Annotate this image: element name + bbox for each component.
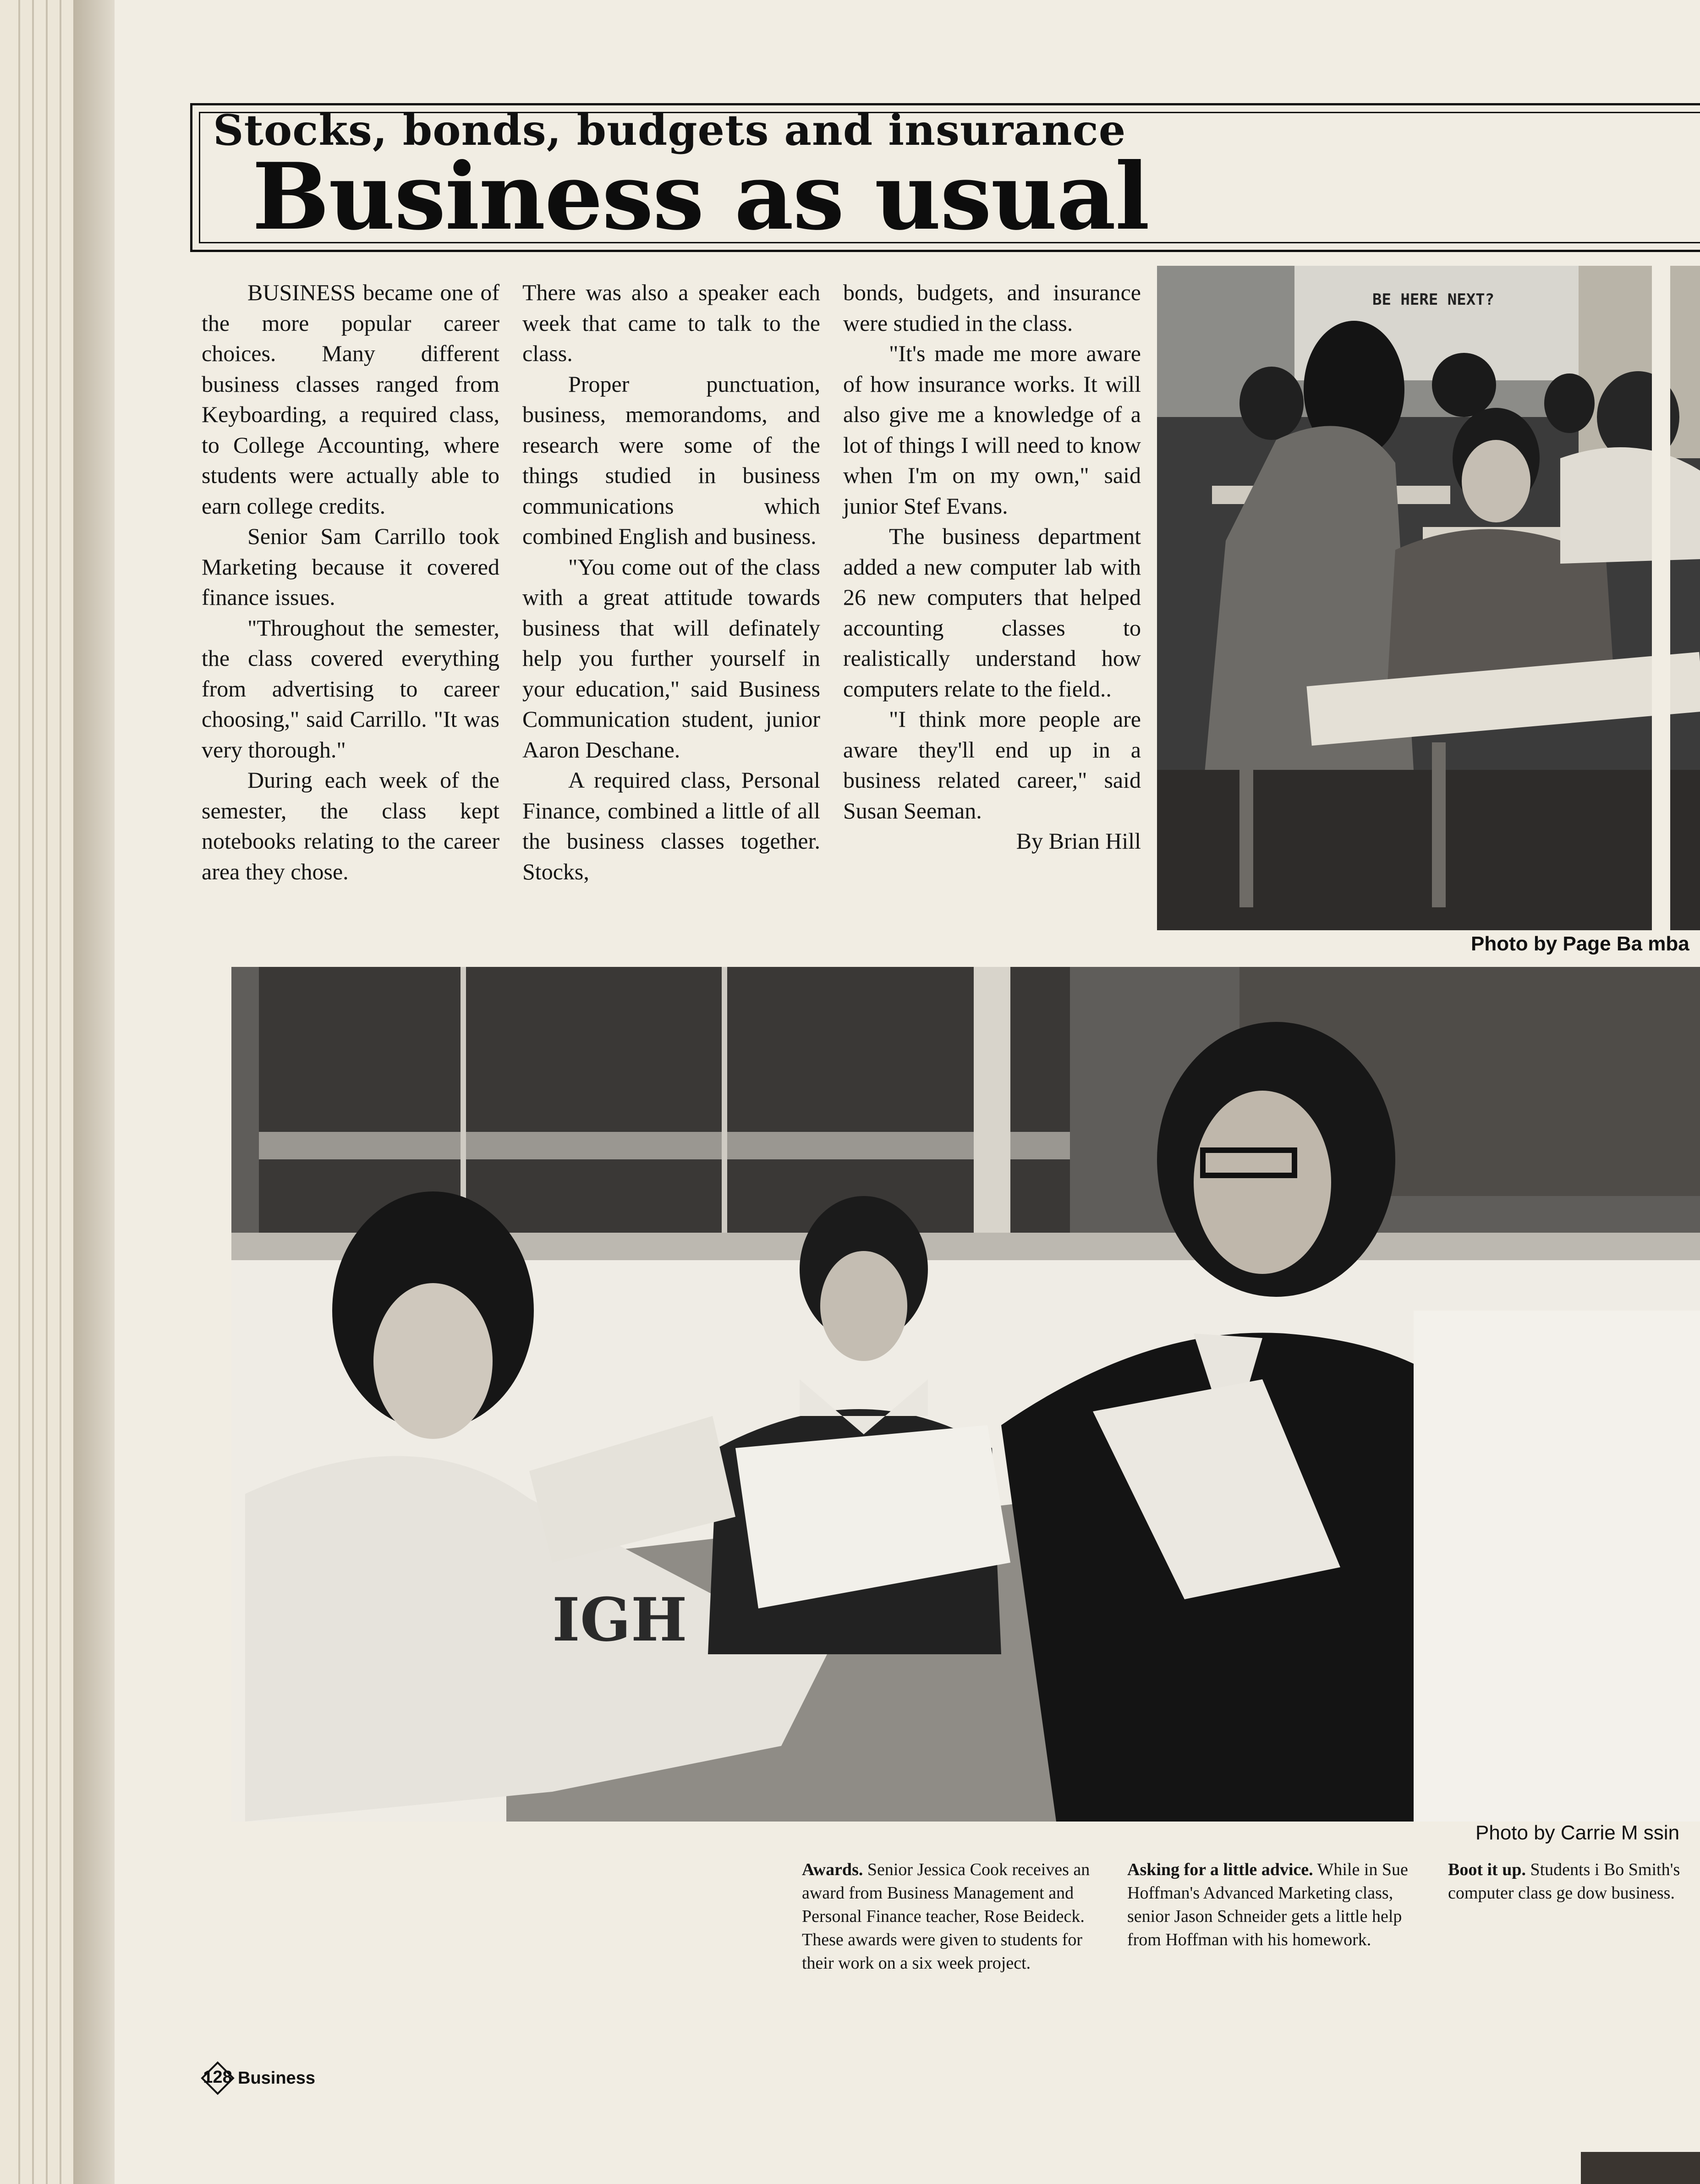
headline-title: Business as usual xyxy=(252,143,1149,251)
paragraph: A required class, Personal Finance, combined a little of all the business classes together. Stocks, xyxy=(522,767,820,884)
photo-caption xyxy=(802,1858,1104,1975)
headline-kicker: Stocks, bonds, budgets and insurance xyxy=(213,105,1126,155)
yearbook-page xyxy=(115,0,1700,2184)
page-folio xyxy=(199,2060,315,2096)
byline: By Brian Hill xyxy=(1016,828,1141,854)
article-column-1 xyxy=(202,277,499,887)
paragraph: "You come out of the class with a great attitude towards business that will definately help you further yourself in your education," said Business Communication student, junior Aaron Deschane. xyxy=(522,554,820,763)
diamond-icon xyxy=(199,2060,236,2096)
awards-photo xyxy=(231,967,1700,1822)
classroom-photo-image xyxy=(1157,266,1700,930)
shirt-text: IGH xyxy=(552,1585,687,1655)
paragraph: "Throughout the semester, the class covered everything from advertising to career choosing," said Carrillo. "It was very thorough." xyxy=(202,615,499,763)
paragraph: The business department added a new computer lab with 26 new computers that helped accounting classes to realistically understand how computers relate to the field.. xyxy=(843,523,1141,702)
caption-text: Senior Jessica Cook receives an award from Business Management and Personal Finance teacher, Rose Beideck. These awards were given to students for their work on a six week project. xyxy=(802,1860,1090,1973)
photo-credit: Photo by Page Ba mba xyxy=(1471,933,1689,955)
paragraph: bonds, budgets, and insurance were studied in the class. xyxy=(843,280,1141,336)
article-column-3 xyxy=(843,277,1141,856)
caption-text: While in Sue Hoffman's Advanced Marketing class, senior Jason Schneider gets a little help from Hoffman with his homework. xyxy=(1127,1860,1408,1949)
awards-photo-image xyxy=(231,967,1700,1822)
page-number: 128 xyxy=(203,2068,232,2087)
caption-lead: Awards. xyxy=(802,1860,863,1879)
photo-caption xyxy=(1127,1858,1430,1952)
paragraph: During each week of the semester, the class kept notebooks relating to the career area they chose. xyxy=(202,767,499,884)
caption-lead: Asking for a little advice. xyxy=(1127,1860,1313,1879)
paragraph: Senior Sam Carrillo took Marketing because it covered finance issues. xyxy=(202,523,499,610)
article-column-2 xyxy=(522,277,820,887)
paragraph: "It's made me more aware of how insurance works. It will also give me a knowledge of a lot of things I will need to know when I'm on my own," said junior Stef Evans. xyxy=(843,340,1141,519)
classroom-photo xyxy=(1157,266,1700,930)
paragraph: There was also a speaker each week that came to talk to the class. xyxy=(522,280,820,366)
section-label: Business xyxy=(238,2068,315,2088)
photo-caption xyxy=(1448,1858,1700,1905)
paragraph: BUSINESS became one of the more popular career choices. Many different business classes ranged from Keyboarding, a required class, to College Accounting, where students were actually able to earn college credits. xyxy=(202,280,499,519)
paragraph: Proper punctuation, business, memorandoms, and research were some of the things studied in business communications which combined English and business. xyxy=(522,371,820,549)
sign-text: BE HERE NEXT? xyxy=(1372,291,1495,309)
caption-lead: Boot it up. xyxy=(1448,1860,1526,1879)
photo-credit: Photo by Carrie M ssin xyxy=(1475,1822,1680,1844)
page-corner-shadow xyxy=(1581,2152,1700,2184)
paragraph: "I think more people are aware they'll end up in a business related career," said Susan Seeman. xyxy=(843,706,1141,823)
caption-text: Students i Bo Smith's computer class ge dow business. xyxy=(1448,1860,1680,1903)
